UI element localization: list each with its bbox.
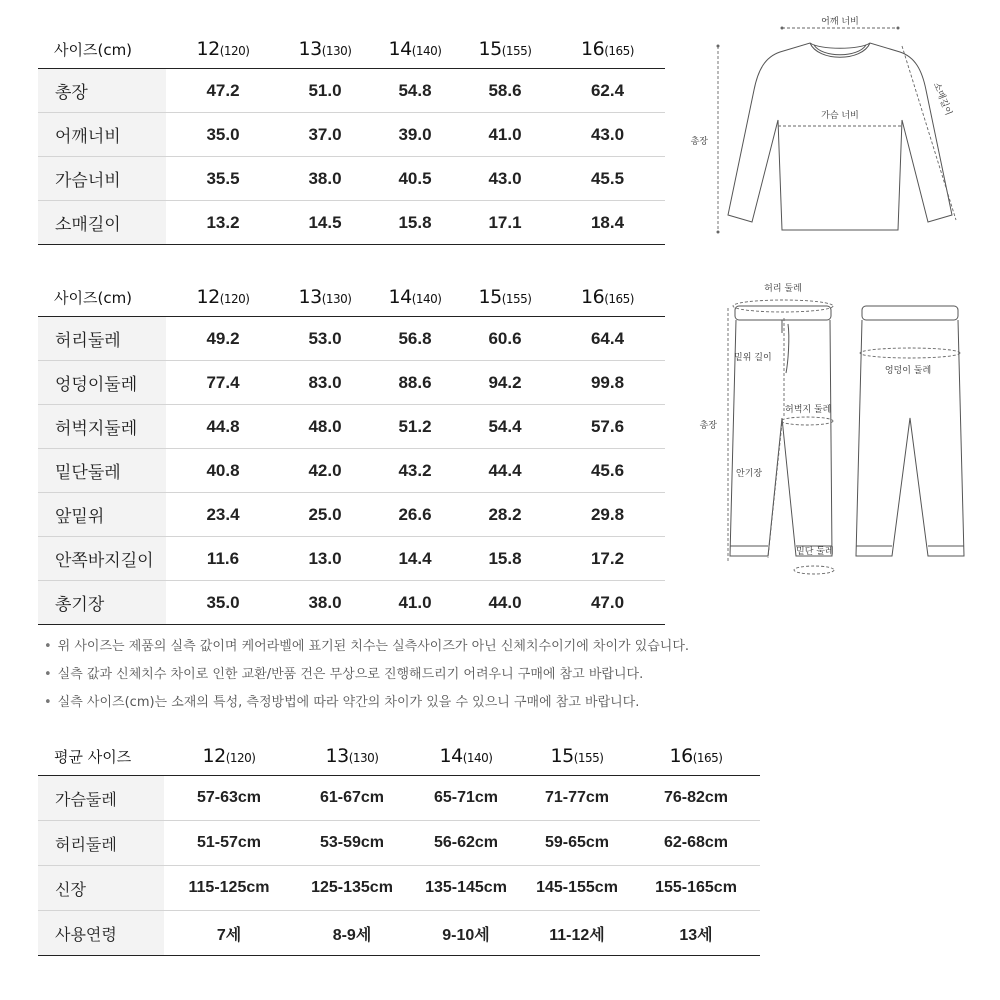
size-col-header: 16(165) — [632, 737, 760, 776]
table-cell: 14.5 — [280, 201, 370, 245]
diagram-label-inseam: 안기장 — [736, 469, 763, 479]
table-row — [38, 581, 665, 625]
pants-measurement-diagram — [690, 278, 980, 578]
top-size-table — [38, 30, 665, 245]
table-row — [38, 201, 665, 245]
table-cell: 47.0 — [550, 581, 665, 625]
table-cell: 37.0 — [280, 113, 370, 157]
table-cell: 44.0 — [460, 581, 550, 625]
row-label: 허리둘레 — [38, 317, 166, 361]
table-cell: 45.6 — [550, 449, 665, 493]
size-col-header: 13(130) — [280, 30, 370, 69]
table-row — [38, 449, 665, 493]
table-cell: 17.1 — [460, 201, 550, 245]
size-notes — [44, 633, 689, 717]
size-col-header: 14(140) — [410, 737, 522, 776]
row-label: 허벅지둘레 — [38, 405, 166, 449]
diagram-label-chest: 가슴 너비 — [821, 111, 859, 121]
diagram-label-rise: 밑위 길이 — [734, 353, 772, 363]
table-cell: 45.5 — [550, 157, 665, 201]
table-cell: 11.6 — [166, 537, 280, 581]
table-cell: 59-65cm — [522, 821, 632, 866]
top-measurement-diagram — [690, 10, 970, 240]
table-row — [38, 866, 760, 911]
table-cell: 41.0 — [460, 113, 550, 157]
table-cell: 51-57cm — [164, 821, 294, 866]
diagram-label-shoulder: 어깨 너비 — [821, 17, 859, 27]
table-header-row — [38, 30, 665, 69]
table-cell: 47.2 — [166, 69, 280, 113]
table-cell: 13.0 — [280, 537, 370, 581]
table-cell: 25.0 — [280, 493, 370, 537]
row-label: 앞밑위 — [38, 493, 166, 537]
table-cell: 64.4 — [550, 317, 665, 361]
diagram-label-sleeve: 소매길이 — [930, 81, 954, 118]
size-col-header: 16(165) — [550, 278, 665, 317]
table-cell: 88.6 — [370, 361, 460, 405]
row-label: 총기장 — [38, 581, 166, 625]
row-label: 소매길이 — [38, 201, 166, 245]
diagram-label-thigh: 허벅지 둘레 — [785, 405, 832, 415]
table-cell: 43.0 — [460, 157, 550, 201]
size-col-header: 12(120) — [166, 30, 280, 69]
table-cell: 54.4 — [460, 405, 550, 449]
row-label: 어깨너비 — [38, 113, 166, 157]
note-item: • 실측 사이즈(cm)는 소재의 특성, 측정방법에 따라 약간의 차이가 있을 수 있으니 구매에 참고 바랍니다. — [44, 689, 689, 717]
diagram-label-hem: 밑단 둘레 — [796, 547, 834, 557]
table-cell: 39.0 — [370, 113, 460, 157]
table-cell: 42.0 — [280, 449, 370, 493]
table-cell: 18.4 — [550, 201, 665, 245]
size-col-header: 15(155) — [460, 278, 550, 317]
table-cell: 35.0 — [166, 581, 280, 625]
size-col-header: 15(155) — [522, 737, 632, 776]
table-cell: 71-77cm — [522, 776, 632, 821]
table-cell: 44.8 — [166, 405, 280, 449]
table-cell: 41.0 — [370, 581, 460, 625]
table-cell: 29.8 — [550, 493, 665, 537]
table-cell: 53.0 — [280, 317, 370, 361]
table-cell: 9-10세 — [410, 911, 522, 956]
table-cell: 43.0 — [550, 113, 665, 157]
size-col-header: 13(130) — [280, 278, 370, 317]
table-cell: 15.8 — [460, 537, 550, 581]
average-size-table — [38, 737, 760, 956]
table-cell: 56-62cm — [410, 821, 522, 866]
row-label: 총장 — [38, 69, 166, 113]
table-cell: 155-165cm — [632, 866, 760, 911]
row-label: 안쪽바지길이 — [38, 537, 166, 581]
note-item: • 위 사이즈는 제품의 실측 값이며 케어라벨에 표기된 치수는 실측사이즈가 아닌 신체치수이기에 차이가 있습니다. — [44, 633, 689, 661]
table-cell: 8-9세 — [294, 911, 410, 956]
table-cell: 83.0 — [280, 361, 370, 405]
table-cell: 53-59cm — [294, 821, 410, 866]
table-cell: 56.8 — [370, 317, 460, 361]
table-cell: 62-68cm — [632, 821, 760, 866]
table-row — [38, 911, 760, 956]
table-cell: 51.2 — [370, 405, 460, 449]
diagram-label-waist: 허리 둘레 — [764, 284, 802, 294]
table-cell: 13세 — [632, 911, 760, 956]
size-col-header: 14(140) — [370, 278, 460, 317]
table-cell: 57.6 — [550, 405, 665, 449]
row-label: 허리둘레 — [38, 821, 164, 866]
size-col-header: 16(165) — [550, 30, 665, 69]
table-cell: 99.8 — [550, 361, 665, 405]
size-header-label: 평균 사이즈 — [38, 737, 164, 776]
table-cell: 23.4 — [166, 493, 280, 537]
row-label: 신장 — [38, 866, 164, 911]
size-col-header: 13(130) — [294, 737, 410, 776]
diagram-label-length: 총장 — [690, 137, 708, 147]
table-cell: 48.0 — [280, 405, 370, 449]
table-cell: 17.2 — [550, 537, 665, 581]
table-cell: 40.8 — [166, 449, 280, 493]
table-cell: 125-135cm — [294, 866, 410, 911]
table-row — [38, 537, 665, 581]
table-cell: 54.8 — [370, 69, 460, 113]
table-cell: 49.2 — [166, 317, 280, 361]
table-cell: 14.4 — [370, 537, 460, 581]
row-label: 사용연령 — [38, 911, 164, 956]
table-cell: 77.4 — [166, 361, 280, 405]
row-label: 가슴너비 — [38, 157, 166, 201]
table-cell: 57-63cm — [164, 776, 294, 821]
table-header-row — [38, 737, 760, 776]
row-label: 엉덩이둘레 — [38, 361, 166, 405]
table-row — [38, 157, 665, 201]
table-row — [38, 493, 665, 537]
size-header-label: 사이즈(cm) — [38, 278, 166, 317]
table-cell: 15.8 — [370, 201, 460, 245]
table-cell: 94.2 — [460, 361, 550, 405]
table-cell: 135-145cm — [410, 866, 522, 911]
table-cell: 65-71cm — [410, 776, 522, 821]
table-row — [38, 69, 665, 113]
table-cell: 43.2 — [370, 449, 460, 493]
table-cell: 38.0 — [280, 581, 370, 625]
table-cell: 38.0 — [280, 157, 370, 201]
table-row — [38, 776, 760, 821]
table-cell: 145-155cm — [522, 866, 632, 911]
table-cell: 44.4 — [460, 449, 550, 493]
size-col-header: 12(120) — [166, 278, 280, 317]
size-col-header: 14(140) — [370, 30, 460, 69]
table-header-row — [38, 278, 665, 317]
table-cell: 62.4 — [550, 69, 665, 113]
size-col-header: 15(155) — [460, 30, 550, 69]
table-cell: 58.6 — [460, 69, 550, 113]
table-cell: 51.0 — [280, 69, 370, 113]
size-col-header: 12(120) — [164, 737, 294, 776]
table-row — [38, 405, 665, 449]
table-row — [38, 317, 665, 361]
table-cell: 76-82cm — [632, 776, 760, 821]
table-cell: 40.5 — [370, 157, 460, 201]
diagram-label-length: 총장 — [699, 421, 717, 431]
table-cell: 35.0 — [166, 113, 280, 157]
row-label: 밑단둘레 — [38, 449, 166, 493]
size-header-label: 사이즈(cm) — [38, 30, 166, 69]
diagram-label-hip: 엉덩이 둘레 — [884, 366, 932, 376]
row-label: 가슴둘레 — [38, 776, 164, 821]
table-cell: 35.5 — [166, 157, 280, 201]
table-cell: 115-125cm — [164, 866, 294, 911]
table-cell: 11-12세 — [522, 911, 632, 956]
table-cell: 60.6 — [460, 317, 550, 361]
table-row — [38, 113, 665, 157]
table-cell: 61-67cm — [294, 776, 410, 821]
note-item: • 실측 값과 신체치수 차이로 인한 교환/반품 건은 무상으로 진행해드리기 어려우니 구매에 참고 바랍니다. — [44, 661, 689, 689]
table-cell: 26.6 — [370, 493, 460, 537]
table-cell: 13.2 — [166, 201, 280, 245]
table-row — [38, 821, 760, 866]
table-cell: 7세 — [164, 911, 294, 956]
table-cell: 28.2 — [460, 493, 550, 537]
pants-size-table — [38, 278, 665, 625]
table-row — [38, 361, 665, 405]
